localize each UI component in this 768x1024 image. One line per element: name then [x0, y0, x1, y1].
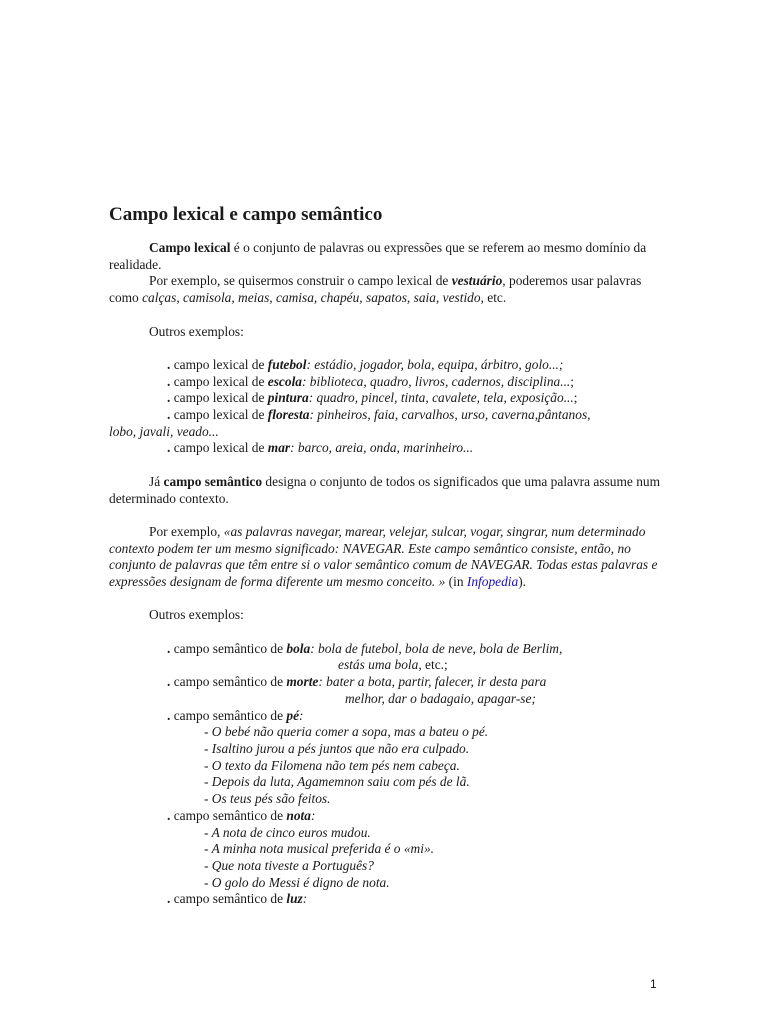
list-item: . campo lexical de pintura: quadro, pincel, tinta, cavalete, tela, exposição...;: [167, 390, 578, 406]
list-item: . campo lexical de floresta: pinheiros, faia, carvalhos, urso, caverna,pântanos,: [167, 407, 591, 422]
list-item: . campo semântico de luz:: [167, 891, 308, 907]
term-campo-semantico: campo semântico: [163, 473, 263, 489]
paragraph-semantic-definition: Já campo semântico designa o conjunto de todos os significados que uma palavra assume num determinado contexto.: [109, 473, 660, 506]
example-sentence: - Depois da luta, Agamemnon saiu com pés de lã.: [204, 774, 470, 790]
example-sentence: - O texto da Filomena não tem pés nem cabeça.: [204, 757, 460, 773]
list-item: . campo lexical de futebol: estádio, jogador, bola, equipa, árbitro, golo...;: [167, 356, 564, 372]
list-item: . campo semântico de nota:: [167, 807, 316, 823]
example-sentence: - Os teus pés são feitos.: [204, 791, 331, 807]
example-sentence: - Isaltino jurou a pés juntos que não era culpado.: [204, 741, 470, 756]
list-item-continuation: estás uma bola, etc.;: [338, 657, 448, 673]
list-item: . campo lexical de escola: biblioteca, quadro, livros, cadernos, disciplina...;: [167, 373, 575, 389]
list-item-continuation: melhor, dar o badagaio, apagar-se;: [345, 690, 536, 706]
list-item: . campo lexical de mar: barco, areia, onda, marinheiro...: [167, 440, 474, 456]
term-vestuario: vestuário: [451, 273, 503, 289]
list-item: . campo semântico de bola: bola de futebol, bola de neve, bola de Berlim,: [167, 640, 563, 656]
page-number: 1: [650, 977, 657, 991]
infopedia-link[interactable]: Infopedia: [466, 574, 519, 589]
list-item: . campo semântico de pé:: [167, 707, 304, 723]
example-sentence: - A minha nota musical preferida é o «mi».: [204, 841, 434, 857]
example-sentence: - O golo do Messi é digno de nota.: [204, 874, 390, 890]
example-sentence: - A nota de cinco euros mudou.: [204, 824, 371, 840]
example-sentence: - Que nota tiveste a Português?: [204, 857, 374, 873]
term-campo-lexical: Campo lexical: [149, 240, 231, 255]
example-sentence: - O bebé não queria comer a sopa, mas a bateu o pé.: [204, 724, 489, 740]
document-body: [109, 240, 669, 908]
page-title: Campo lexical e campo semântico: [109, 204, 383, 225]
paragraph-lexical-example: Por exemplo, se quisermos construir o campo lexical de vestuário, poderemos usar palavras como calças, camisola, meias, camisa, chapéu, sapatos, saia, vestido, etc.: [109, 273, 642, 306]
outros-exemplos-heading: Outros exemplos:: [149, 607, 244, 623]
list-item: . campo semântico de morte: bater a bota, partir, falecer, ir desta para: [167, 674, 547, 690]
paragraph-semantic-example: Por exemplo, «as palavras navegar, marear, velejar, sulcar, vogar, singrar, num determinado contexto podem ter um mesmo significado: NAVEGAR. Este campo semântico consiste, então, no conjunto de palavras que têm entre si o valor semântico comum de NAVEGAR. Todas estas palavras e expressões designam de forma diferente um mesmo conceito. » (in Infopedia).: [109, 523, 658, 589]
paragraph-lexical-definition: Campo lexical é o conjunto de palavras ou expressões que se referem ao mesmo domínio da realidade.: [109, 240, 647, 272]
list-item-continuation: lobo, javali, veado...: [109, 423, 219, 439]
outros-exemplos-heading: Outros exemplos:: [149, 323, 244, 339]
